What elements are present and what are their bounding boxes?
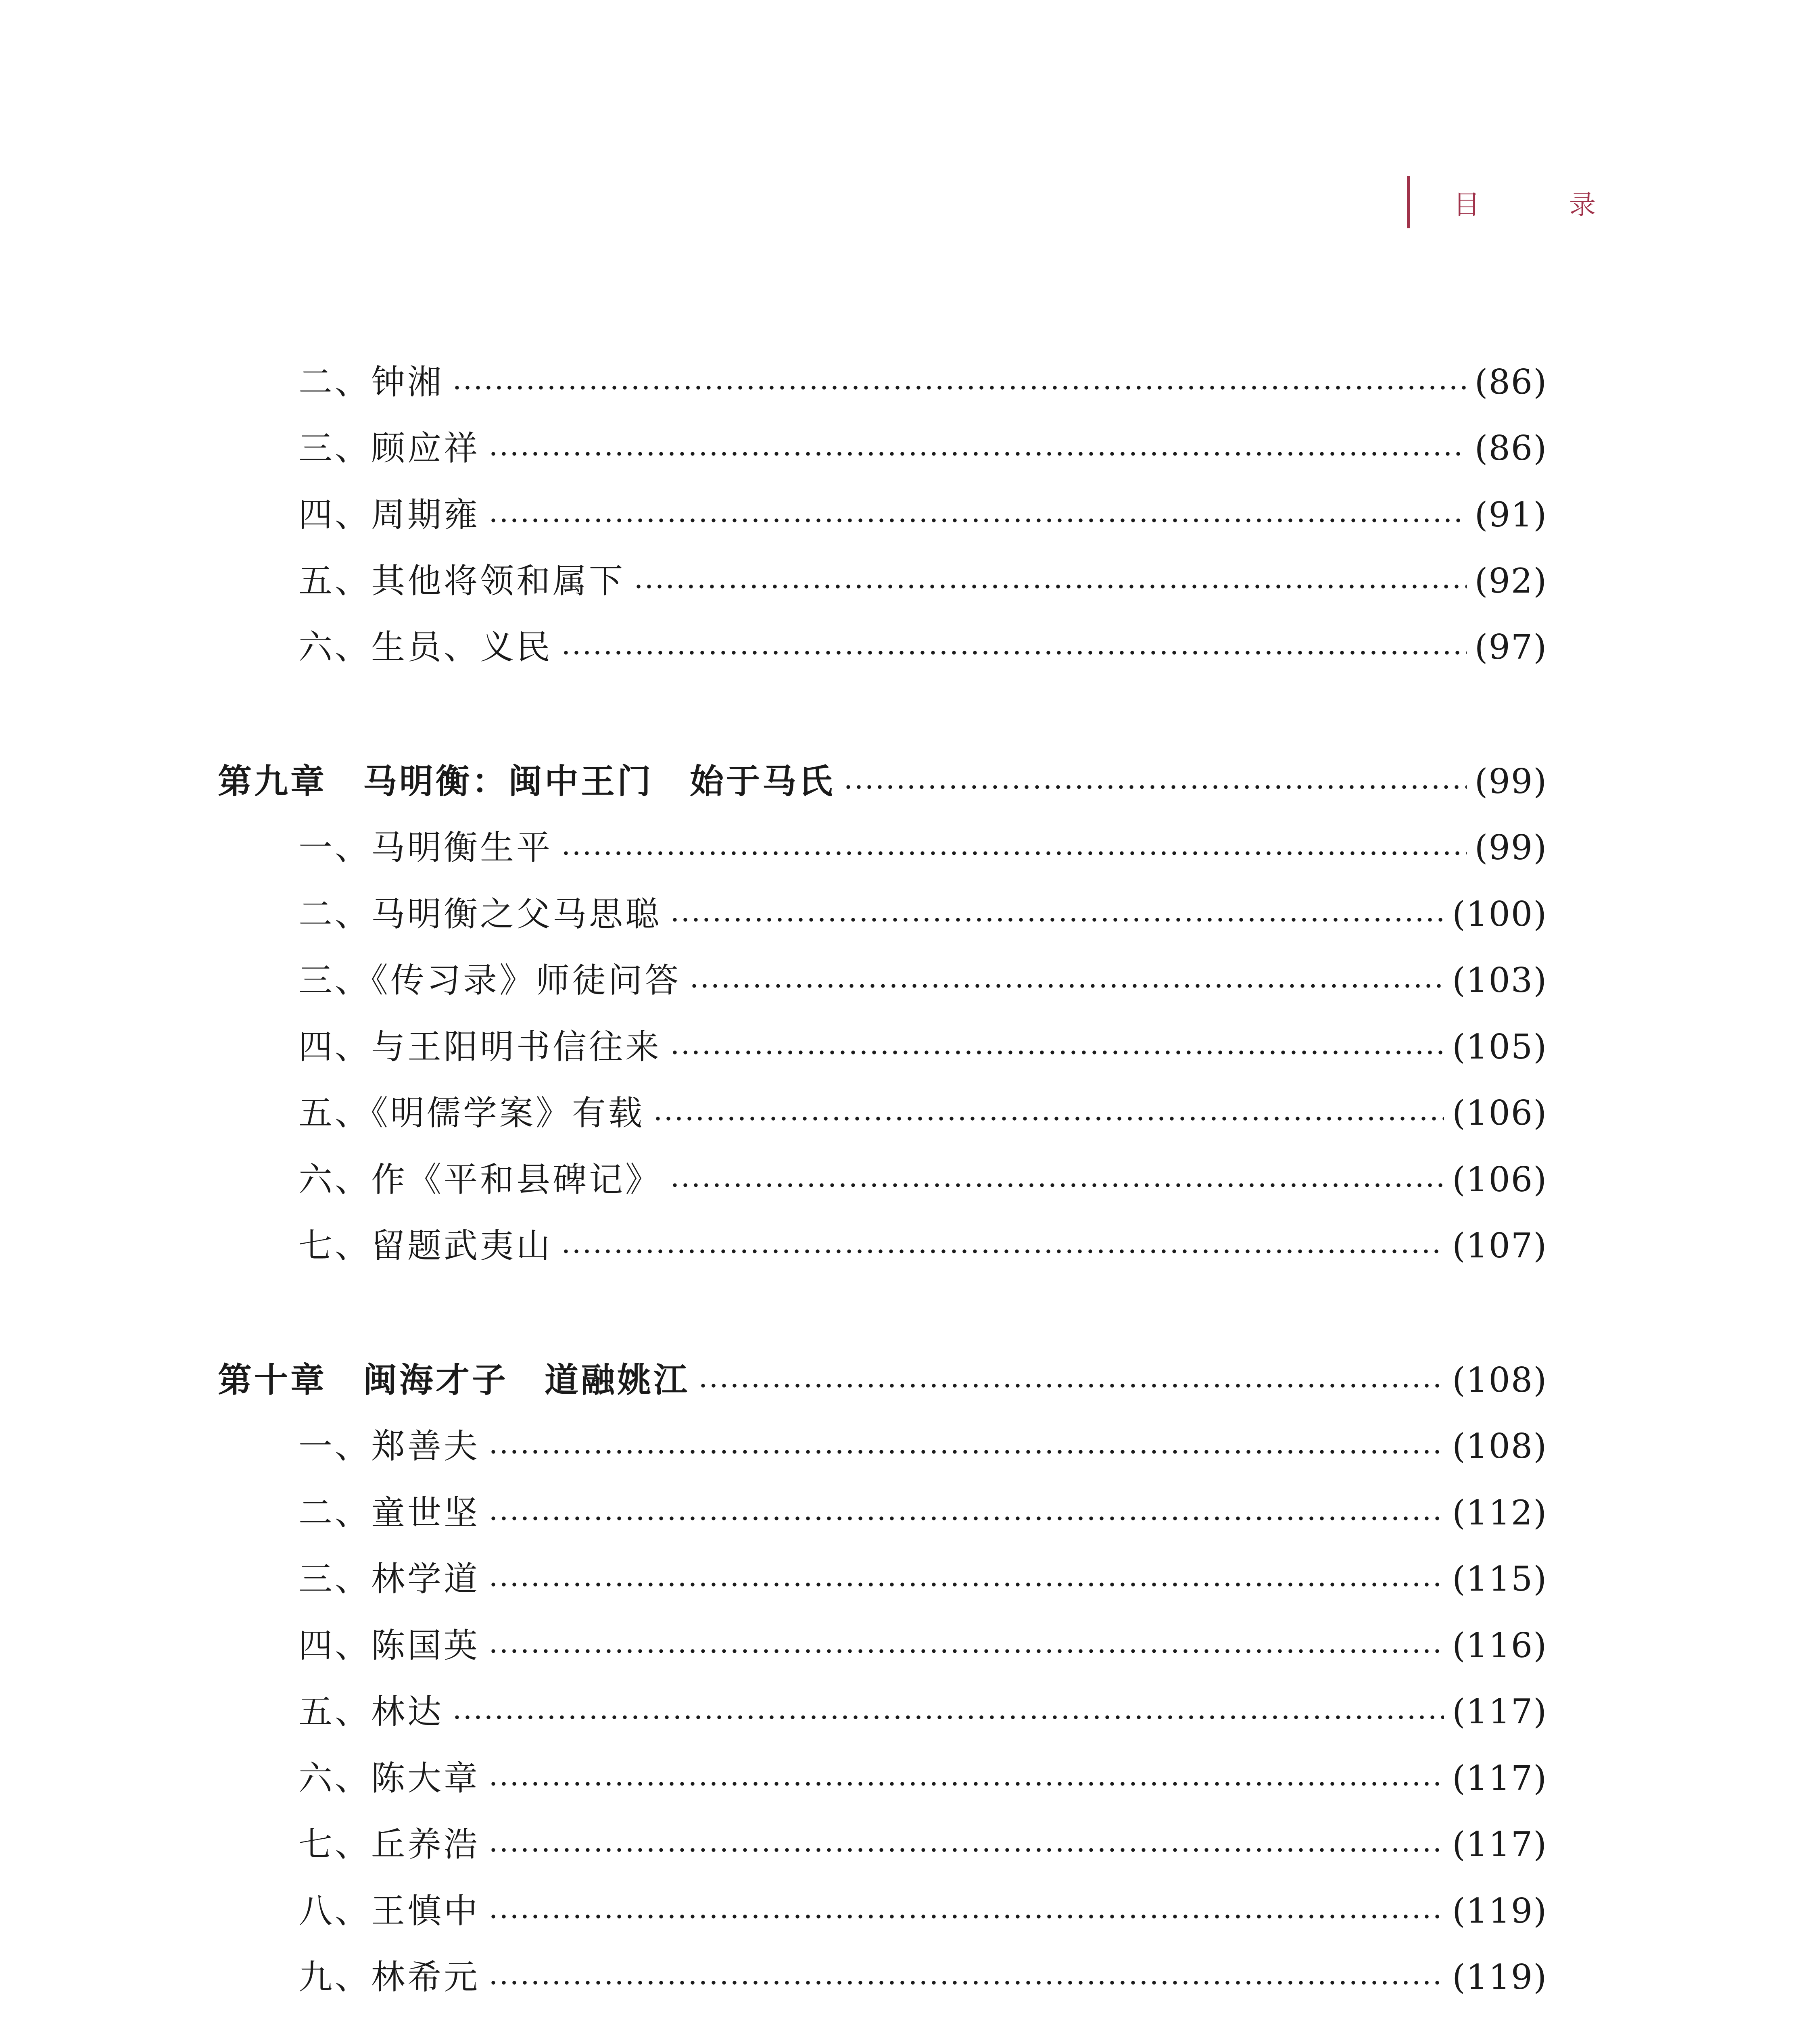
toc-entry[interactable]: [298, 1023, 1547, 1071]
toc-entry-label: 六、作《平和县碑记》: [298, 1160, 662, 1199]
toc-entry[interactable]: [298, 1221, 1547, 1270]
toc-entry-page: (91): [1474, 495, 1547, 535]
dot-leader: [670, 917, 1444, 923]
dot-leader: [488, 517, 1467, 524]
toc-entry-page: (115): [1452, 1559, 1547, 1599]
toc-entry[interactable]: [298, 424, 1547, 472]
toc-entry-page: (103): [1452, 960, 1547, 1000]
toc-entry-label: 九、林希元: [298, 1957, 480, 1997]
dot-leader: [488, 1913, 1444, 1920]
toc-entry-page: (86): [1474, 362, 1547, 402]
dot-leader: [488, 451, 1467, 457]
toc-entry-label: 八、王慎中: [298, 1891, 480, 1931]
toc-entry[interactable]: [298, 1489, 1547, 1537]
chapter-title: 第九章 马明衡：闽中王门 始于马氏: [218, 762, 835, 801]
toc-entry-page: (107): [1452, 1226, 1547, 1265]
toc-entry[interactable]: [298, 1555, 1547, 1603]
toc-entry[interactable]: [298, 1953, 1547, 2001]
dot-leader: [670, 1182, 1444, 1188]
toc-entry-page: (106): [1452, 1093, 1547, 1133]
toc-entry-page: (117): [1452, 1825, 1547, 1864]
dot-leader: [843, 784, 1467, 790]
toc-entry-label: 一、马明衡生平: [298, 828, 553, 867]
dot-leader: [452, 1714, 1444, 1721]
toc-entry-page: (92): [1474, 561, 1547, 601]
toc-entry-page: (117): [1452, 1758, 1547, 1798]
toc-entry-label: 七、丘养浩: [298, 1825, 480, 1864]
toc-entry-page: (119): [1452, 1957, 1547, 1997]
toc-entry[interactable]: [298, 1422, 1547, 1470]
toc-entry-label: 六、陈大章: [298, 1758, 480, 1798]
toc-entry[interactable]: [298, 358, 1547, 406]
dot-leader: [488, 1781, 1444, 1787]
toc-entry[interactable]: [298, 1089, 1547, 1137]
dot-leader: [653, 1115, 1444, 1122]
dot-leader: [488, 1581, 1444, 1588]
toc-entry-page: (108): [1452, 1360, 1547, 1400]
toc-entry-label: 二、钟湘: [298, 362, 444, 402]
toc-entry-label: 四、周期雍: [298, 495, 480, 535]
toc-entry-label: 五、《明儒学案》有载: [298, 1093, 645, 1133]
dot-leader: [488, 1847, 1444, 1853]
toc-entry-page: (108): [1452, 1426, 1547, 1466]
dot-leader: [488, 1449, 1444, 1455]
toc-entry-label: 三、《传习录》师徒问答: [298, 960, 681, 1000]
toc-entry[interactable]: [298, 1155, 1547, 1204]
dot-leader: [488, 1648, 1444, 1654]
dot-leader: [670, 1049, 1444, 1056]
toc-chapter-heading[interactable]: [218, 1356, 1547, 1404]
dot-leader: [689, 983, 1444, 989]
chapter-title: 第十章 闽海才子 道融姚江: [218, 1360, 690, 1400]
toc-entry[interactable]: [298, 557, 1547, 605]
toc-entry-page: (119): [1452, 1891, 1547, 1931]
toc-entry[interactable]: [298, 956, 1547, 1004]
toc-entry-page: (99): [1474, 762, 1547, 801]
toc-entry-label: 四、与王阳明书信往来: [298, 1027, 662, 1067]
toc-entry-page: (100): [1452, 894, 1547, 934]
toc-entry-label: 七、留题武夷山: [298, 1226, 553, 1265]
toc-entry-label: 五、林达: [298, 1692, 444, 1731]
toc-entry[interactable]: [298, 1621, 1547, 1670]
dot-leader: [488, 1979, 1444, 1986]
toc-entry[interactable]: [298, 1754, 1547, 1802]
toc-entry-label: 二、童世坚: [298, 1493, 480, 1533]
toc-entry[interactable]: [298, 623, 1547, 671]
toc-entry-page: (105): [1452, 1027, 1547, 1067]
dot-leader: [561, 1248, 1444, 1255]
dot-leader: [698, 1382, 1444, 1389]
toc-entry[interactable]: [298, 1687, 1547, 1736]
toc-entry-page: (106): [1452, 1160, 1547, 1199]
toc-entry-page: (86): [1474, 428, 1547, 468]
dot-leader: [561, 649, 1467, 656]
toc-entry[interactable]: [298, 1887, 1547, 1935]
toc-entry-label: 四、陈国英: [298, 1626, 480, 1665]
toc-entry[interactable]: [298, 491, 1547, 539]
dot-leader: [561, 850, 1467, 856]
toc-entry-label: 二、马明衡之父马思聪: [298, 894, 662, 934]
dot-leader: [488, 1515, 1444, 1522]
toc-entry[interactable]: [298, 1820, 1547, 1869]
toc-entry-label: 五、其他将领和属下: [298, 561, 626, 601]
toc-entry-label: 六、生员、义民: [298, 627, 553, 667]
toc-entry[interactable]: [298, 890, 1547, 938]
toc-entry-label: 三、林学道: [298, 1559, 480, 1599]
toc-entry-page: (112): [1452, 1493, 1547, 1533]
toc-entry[interactable]: [298, 823, 1547, 872]
toc-entry-page: (117): [1452, 1692, 1547, 1731]
running-head-title: 目 录: [1453, 189, 1636, 220]
toc-entry-label: 一、郑善夫: [298, 1426, 480, 1466]
toc-entry-label: 三、顾应祥: [298, 428, 480, 468]
dot-leader: [633, 583, 1467, 590]
toc-entry-page: (97): [1474, 627, 1547, 667]
dot-leader: [452, 384, 1467, 391]
toc-chapter-heading[interactable]: [218, 757, 1547, 806]
toc-entry-page: (116): [1452, 1626, 1547, 1665]
toc-entry-page: (99): [1474, 828, 1547, 867]
